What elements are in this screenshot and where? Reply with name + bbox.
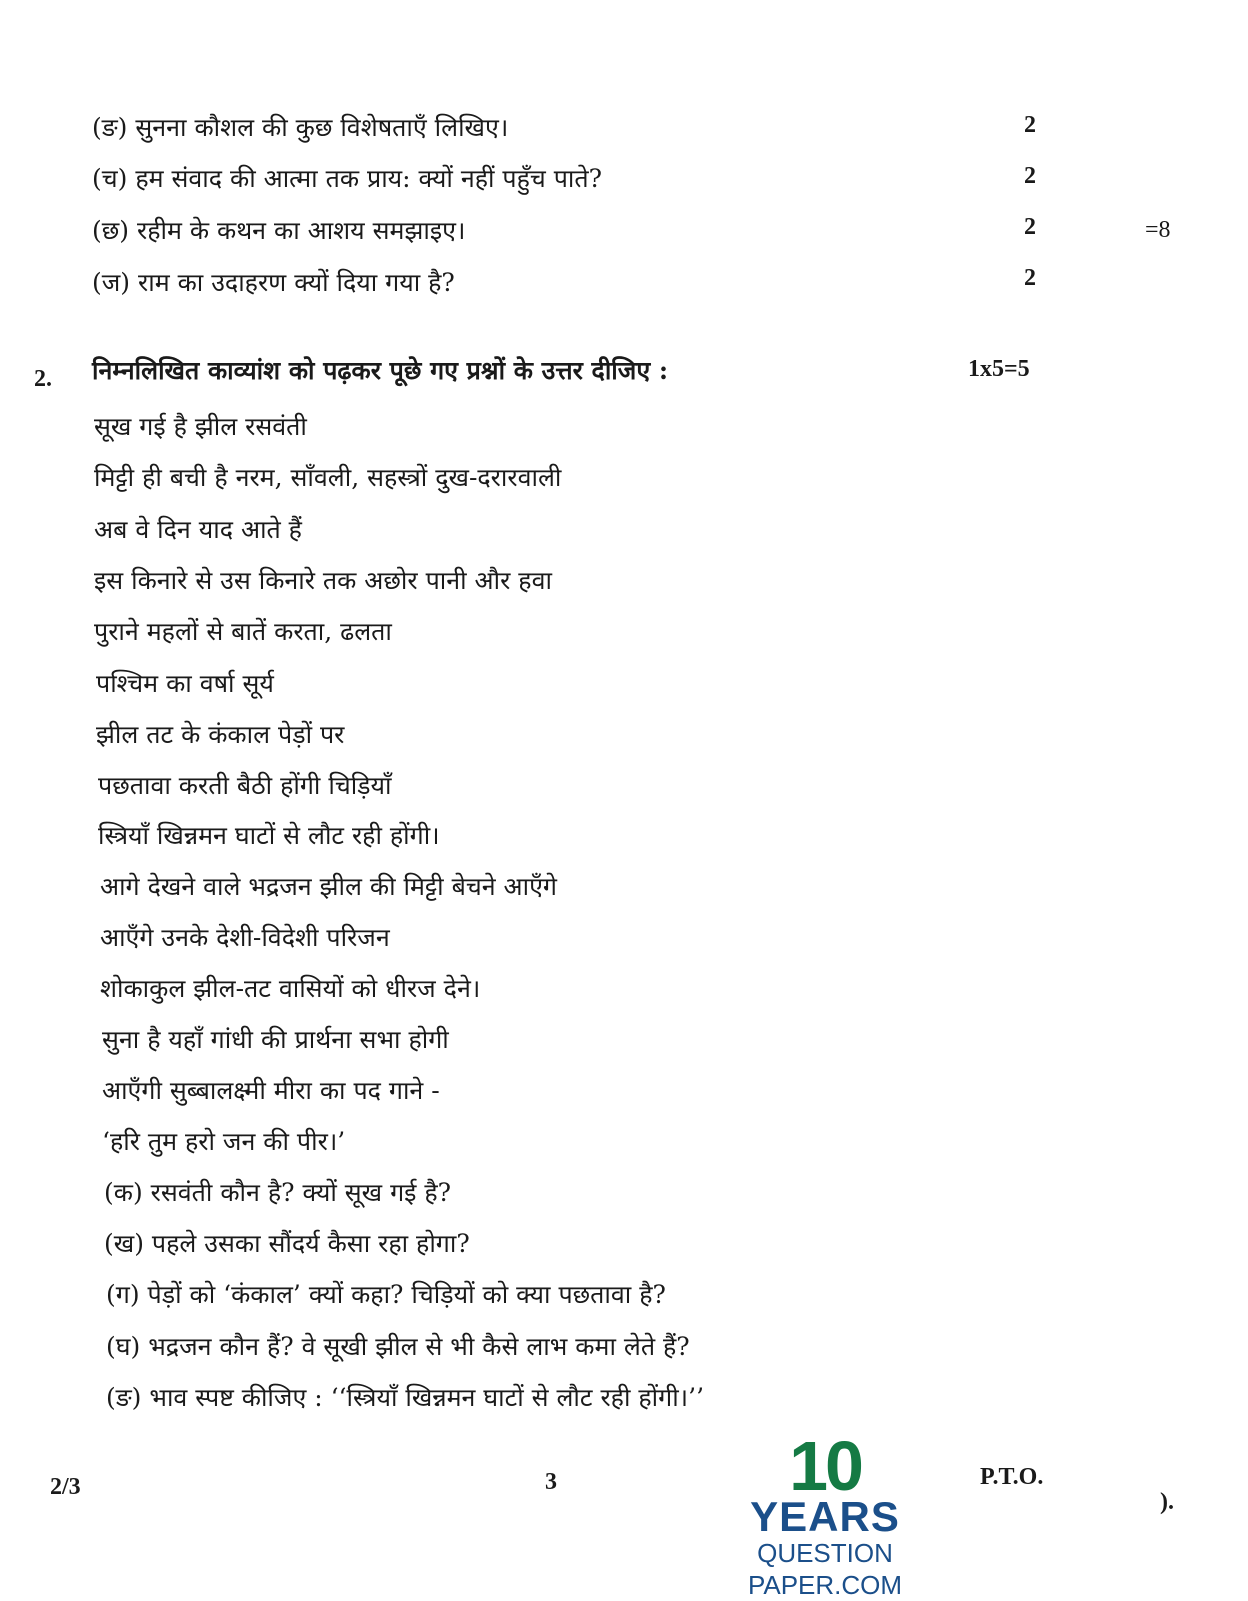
poem-line: सूख गई है झील रसवंती xyxy=(94,412,307,441)
subquestion-text: (ज) राम का उदाहरण क्यों दिया गया है? xyxy=(92,268,455,297)
subquestion-text: (ख) पहले उसका सौंदर्य कैसा रहा होगा? xyxy=(104,1229,470,1258)
poem-line: शोकाकुल झील-तट वासियों को धीरज देने। xyxy=(100,974,481,1003)
page-number: 3 xyxy=(545,1469,557,1495)
poem-line: पश्चिम का वर्षा सूर्य xyxy=(96,669,274,698)
subquestion-text: (घ) भद्रजन कौन हैं? वे सूखी झील से भी कैसे लाभ कमा लेते हैं? xyxy=(106,1332,690,1361)
poem-line: पछतावा करती बैठी होंगी चिड़ियाँ xyxy=(98,771,392,800)
poem-line: आगे देखने वाले भद्रजन झील की मिट्टी बेचने आएँगे xyxy=(100,872,558,901)
subquestion-marks: 2 xyxy=(1024,163,1036,189)
watermark-logo xyxy=(690,1427,960,1600)
poem-line: झील तट के कंकाल पेड़ों पर xyxy=(96,720,345,749)
poem-line: पुराने महलों से बातें करता, ढलता xyxy=(94,617,392,646)
edge-mark: ). xyxy=(1160,1489,1174,1515)
logo-years: YEARS xyxy=(750,1493,900,1540)
poem-line: मिट्टी ही बची है नरम, साँवली, सहस्त्रों दुख-दरारवाली xyxy=(94,463,562,492)
poem-line: इस किनारे से उस किनारे तक अछोर पानी और हवा xyxy=(94,566,552,595)
paper-code: 2/3 xyxy=(50,1474,81,1500)
subquestion-marks: 2 xyxy=(1024,112,1036,138)
subquestion-marks: 2 xyxy=(1024,214,1036,240)
poem-line: आएँगी सुब्बालक्ष्मी मीरा का पद गाने - xyxy=(102,1076,440,1105)
subquestion-text: (क) रसवंती कौन है? क्यों सूख गई है? xyxy=(104,1178,452,1207)
poem-line: अब वे दिन याद आते हैं xyxy=(94,515,302,544)
question-heading: निम्नलिखित काव्यांश को पढ़कर पूछे गए प्रश्नों के उत्तर दीजिए : xyxy=(92,356,669,385)
poem-line: स्त्रियाँ खिन्नमन घाटों से लौट रही होंगी। xyxy=(98,821,440,850)
subquestion-marks: 2 xyxy=(1024,265,1036,291)
question-marks: 1x5=5 xyxy=(968,356,1030,382)
logo-site: QUESTION PAPER.COM xyxy=(747,1538,903,1600)
subquestion-text: (ग) पेड़ों को ‘कंकाल’ क्यों कहा? चिड़ियों को क्या पछतावा है? xyxy=(106,1280,666,1309)
subquestion-text: (ङ) भाव स्पष्ट कीजिए : ‘‘स्त्रियाँ खिन्नमन घाटों से लौट रही होंगी।’’ xyxy=(106,1383,705,1412)
section-total-marks: =8 xyxy=(1145,217,1171,243)
poem-line: सुना है यहाँ गांधी की प्रार्थना सभा होगी xyxy=(102,1025,449,1054)
subquestion-text: (ङ) सुनना कौशल की कुछ विशेषताएँ लिखिए। xyxy=(92,113,509,142)
poem-line: आएँगे उनके देशी-विदेशी परिजन xyxy=(100,923,390,952)
logo-number: 10 xyxy=(789,1427,861,1505)
pto-label: P.T.O. xyxy=(980,1464,1044,1490)
question-number: 2. xyxy=(34,366,52,392)
poem-line: ‘हरि तुम हरो जन की पीर।’ xyxy=(102,1127,346,1156)
subquestion-text: (च) हम संवाद की आत्मा तक प्राय: क्यों नहीं पहुँच पाते? xyxy=(92,164,603,193)
subquestion-text: (छ) रहीम के कथन का आशय समझाइए। xyxy=(92,216,466,245)
